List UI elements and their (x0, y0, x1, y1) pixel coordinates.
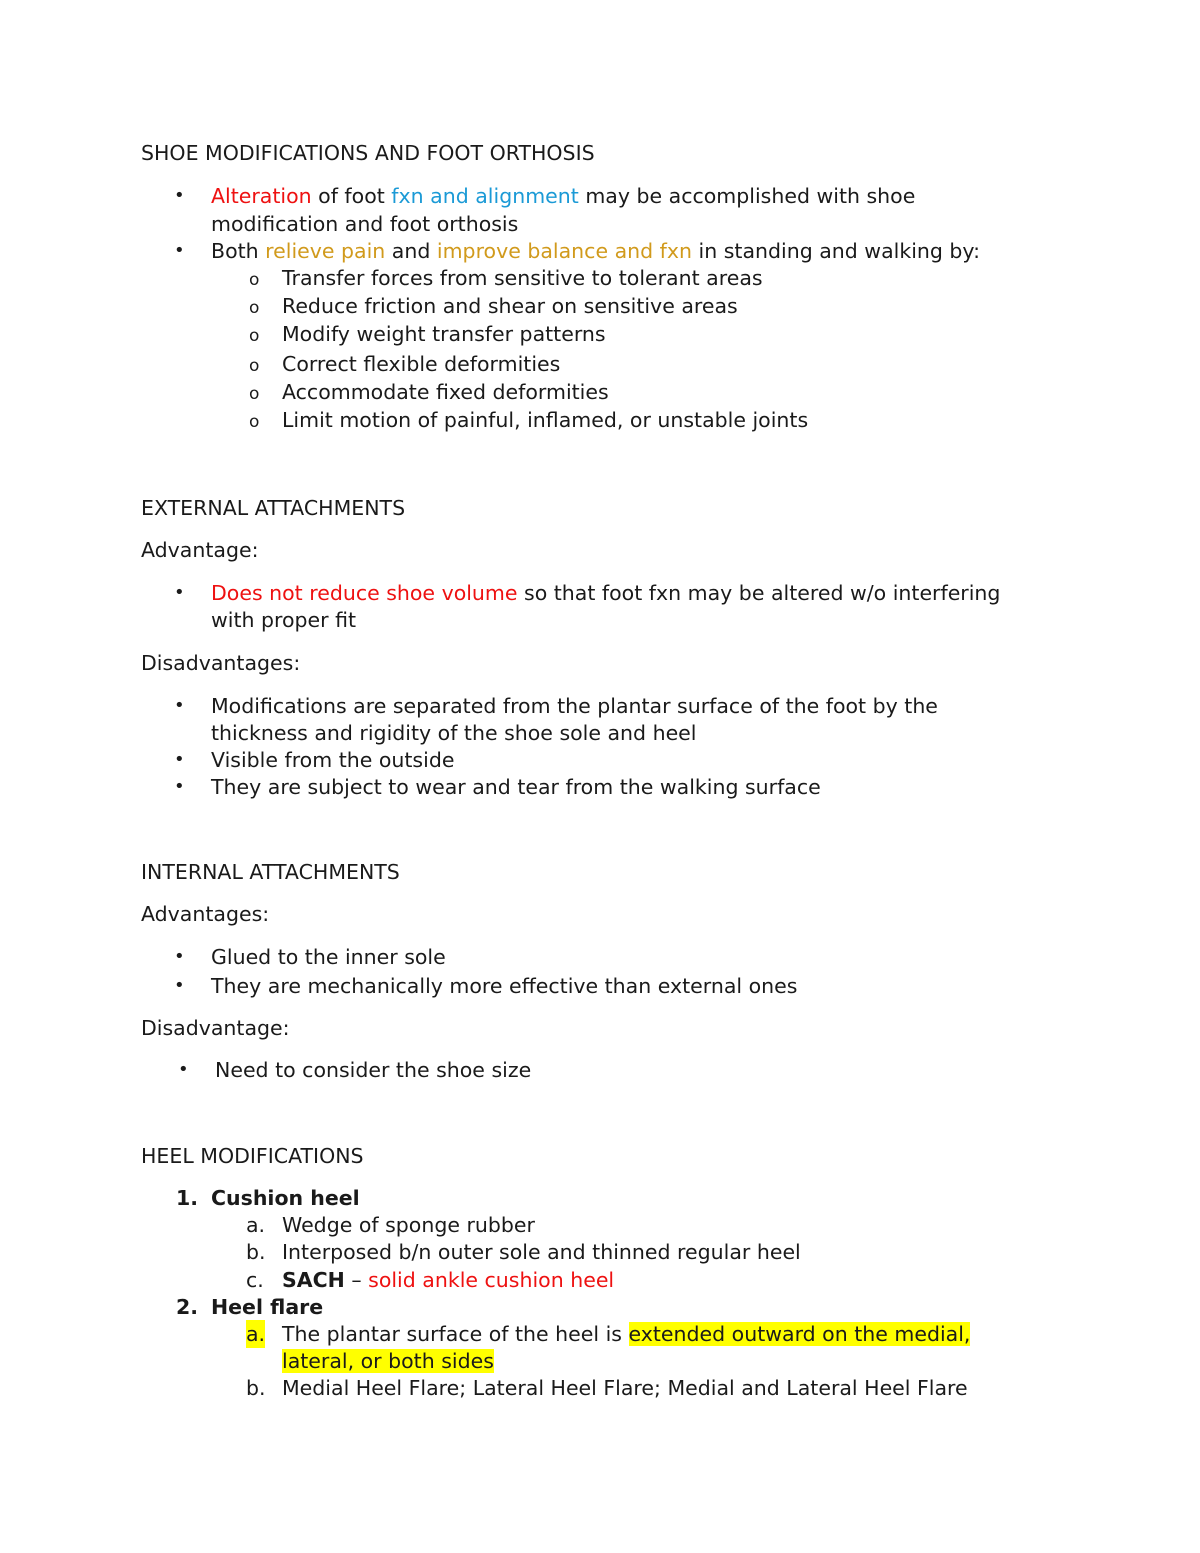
sub-list-item: Modify weight transfer patterns (282, 322, 606, 346)
list-letter: b. (246, 1376, 266, 1400)
list-item: Modifications are separated from the plantar surface of the foot by the (211, 694, 938, 718)
bullet-icon: • (174, 946, 185, 967)
sub-list-item: Reduce friction and shear on sensitive areas (282, 294, 738, 318)
bullet-icon: • (174, 185, 185, 206)
list-letter: a. (246, 1322, 266, 1346)
disadvantage-label: Disadvantages: (141, 651, 301, 675)
list-item: Need to consider the shoe size (215, 1058, 532, 1082)
section-title: EXTERNAL ATTACHMENTS (141, 496, 406, 520)
bullet-icon: • (174, 776, 185, 797)
list-number: 2. (176, 1295, 199, 1319)
list-item-title: Heel flare (211, 1295, 324, 1319)
sub-bullet-icon: o (249, 412, 260, 432)
list-item: Visible from the outside (211, 748, 455, 772)
sub-list-item: Interposed b/n outer sole and thinned regular heel (282, 1240, 801, 1264)
bullet-icon: • (174, 695, 185, 716)
bullet-icon: • (174, 240, 185, 261)
sub-list-item: Wedge of sponge rubber (282, 1213, 535, 1237)
sub-list-item: The plantar surface of the heel is extended outward on the medial, (282, 1322, 971, 1346)
section-title: SHOE MODIFICATIONS AND FOOT ORTHOSIS (141, 141, 595, 165)
sub-list-item: Medial Heel Flare; Lateral Heel Flare; Medial and Lateral Heel Flare (282, 1376, 968, 1400)
list-item: Glued to the inner sole (211, 945, 446, 969)
list-item: Alteration of foot fxn and alignment may be accomplished with shoe (211, 184, 916, 208)
list-item-continuation: modification and foot orthosis (211, 212, 519, 236)
list-letter: c. (246, 1268, 264, 1292)
list-item: They are subject to wear and tear from the walking surface (211, 775, 821, 799)
sub-bullet-icon: o (249, 326, 260, 346)
list-letter: b. (246, 1240, 266, 1264)
sub-bullet-icon: o (249, 270, 260, 290)
sub-bullet-icon: o (249, 384, 260, 404)
list-item-continuation: with proper fit (211, 608, 357, 632)
bullet-icon: • (178, 1059, 189, 1080)
list-item: They are mechanically more effective than external ones (211, 974, 798, 998)
sub-bullet-icon: o (249, 356, 260, 376)
list-number: 1. (176, 1186, 199, 1210)
bullet-icon: • (174, 975, 185, 996)
sub-list-item: Limit motion of painful, inflamed, or unstable joints (282, 408, 809, 432)
section-title: INTERNAL ATTACHMENTS (141, 860, 400, 884)
advantage-label: Advantages: (141, 902, 270, 926)
bullet-icon: • (174, 582, 185, 603)
list-item: Both relieve pain and improve balance and fxn in standing and walking by: (211, 239, 980, 263)
section-title: HEEL MODIFICATIONS (141, 1144, 364, 1168)
list-letter: a. (246, 1213, 266, 1237)
sub-list-item-continuation: lateral, or both sides (282, 1349, 494, 1373)
sub-bullet-icon: o (249, 298, 260, 318)
advantage-label: Advantage: (141, 538, 259, 562)
bullet-icon: • (174, 749, 185, 770)
sub-list-item: Transfer forces from sensitive to tolerant areas (282, 266, 763, 290)
list-item-continuation: thickness and rigidity of the shoe sole and heel (211, 721, 697, 745)
sub-list-item: Correct flexible deformities (282, 352, 561, 376)
list-item: Does not reduce shoe volume so that foot fxn may be altered w/o interfering (211, 581, 1001, 605)
list-item-title: Cushion heel (211, 1186, 360, 1210)
disadvantage-label: Disadvantage: (141, 1016, 290, 1040)
sub-list-item: Accommodate fixed deformities (282, 380, 609, 404)
sub-list-item: SACH – solid ankle cushion heel (282, 1268, 615, 1292)
